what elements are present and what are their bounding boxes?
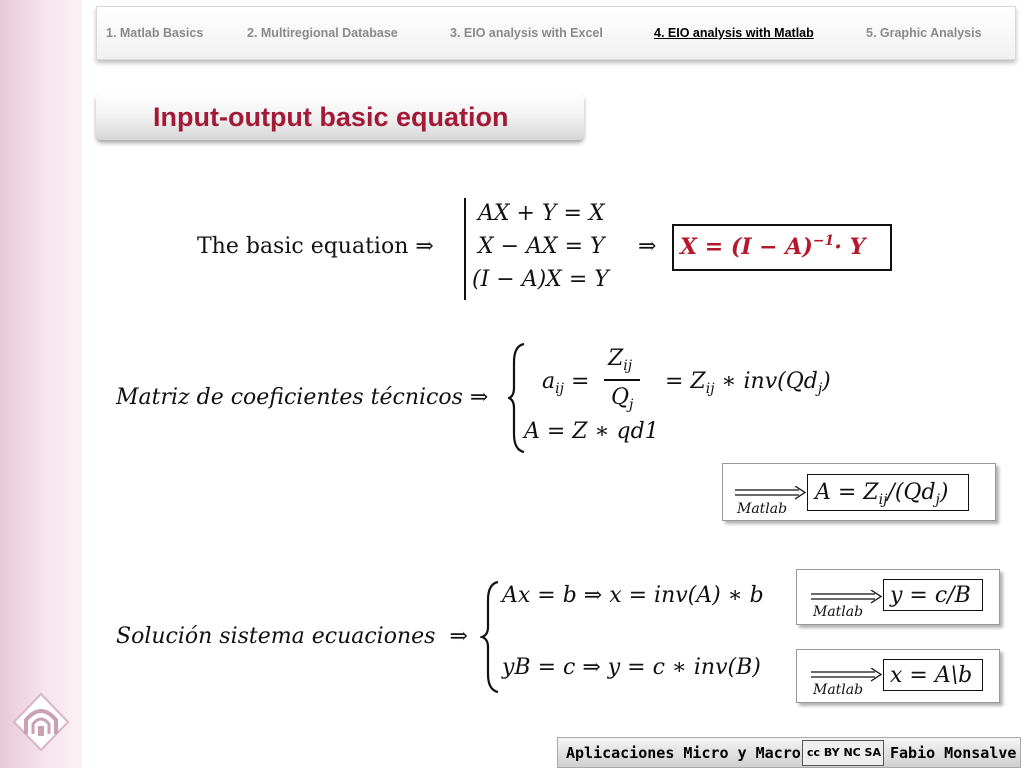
matlab-label: Matlab: [813, 604, 864, 620]
matlab-label: Matlab: [737, 501, 788, 517]
equation-line-3: (I − A)X = Y: [472, 267, 609, 292]
page-title: Input-output basic equation: [153, 102, 509, 132]
university-logo-icon: [12, 692, 70, 754]
footer-bar: [557, 737, 1021, 768]
matlab-code: $A = Z_{ij}/(Qd_j)$: [815, 480, 949, 508]
fraction-line: [604, 379, 640, 381]
result-box: [672, 224, 892, 271]
coef-matrix-line-2: A = Z ∗ qd1: [524, 419, 659, 444]
course-name: Aplicaciones Micro y Macro: [566, 744, 801, 762]
left-brace-icon: [480, 580, 500, 694]
tab-eio-excel[interactable]: 3. EIO analysis with Excel: [450, 26, 603, 40]
matlab-code-box: [883, 579, 983, 611]
creative-commons-badge-icon: [802, 740, 884, 766]
coef-matrix-label: Matriz de coeficientes técnicos ⇒: [116, 385, 489, 410]
coef-rhs: = $Z_{ij}$ ∗ $inv(Qd_j)$: [665, 369, 831, 397]
matlab-code-1: y = c/B: [890, 583, 971, 608]
tab-graphic-analysis[interactable]: 5. Graphic Analysis: [866, 26, 982, 40]
matlab-code-2: x = A\b: [890, 663, 973, 688]
implies-arrow: ⇒: [638, 234, 657, 259]
matlab-code-box: [883, 659, 983, 691]
matlab-box-solve-1: [796, 569, 1000, 625]
system-line-1: Ax = b ⇒ x = inv(A) ∗ b: [502, 583, 764, 608]
fraction-numerator: $Z_{ij}$: [608, 346, 633, 374]
matlab-label: Matlab: [813, 682, 864, 698]
equation-line-1: AX + Y = X: [478, 201, 605, 226]
tab-matlab-basics[interactable]: 1. Matlab Basics: [106, 26, 204, 40]
system-line-2: yB = c ⇒ y = c ∗ inv(B): [502, 655, 761, 680]
matlab-box-coef: [722, 463, 996, 521]
matlab-box-solve-2: [796, 649, 1000, 703]
cc-label: cc BY NC SA: [807, 746, 881, 759]
author-name: Fabio Monsalve: [890, 744, 1017, 762]
navigation-bar: [96, 6, 1016, 60]
long-arrow-icon: [811, 590, 883, 604]
aij-term: $a_{ij}$ =: [542, 369, 590, 397]
sidebar-decoration: [0, 0, 82, 768]
fraction-denominator: $Q_j$: [611, 385, 634, 413]
result-equation: $X = (I - A)^{-1}\cdot Y$: [680, 233, 866, 260]
tab-multiregional-database[interactable]: 2. Multiregional Database: [247, 26, 398, 40]
basic-equation-label: The basic equation ⇒: [197, 234, 434, 259]
equation-line-2: X − AX = Y: [478, 234, 605, 259]
matlab-code-box: [807, 474, 969, 511]
long-arrow-icon: [735, 486, 807, 500]
long-arrow-icon: [811, 668, 883, 682]
tab-eio-matlab[interactable]: 4. EIO analysis with Matlab: [654, 26, 814, 40]
equation-bar: [464, 198, 466, 300]
system-equations-label: Solución sistema ecuaciones ⇒: [116, 624, 468, 649]
title-box: [96, 93, 584, 140]
